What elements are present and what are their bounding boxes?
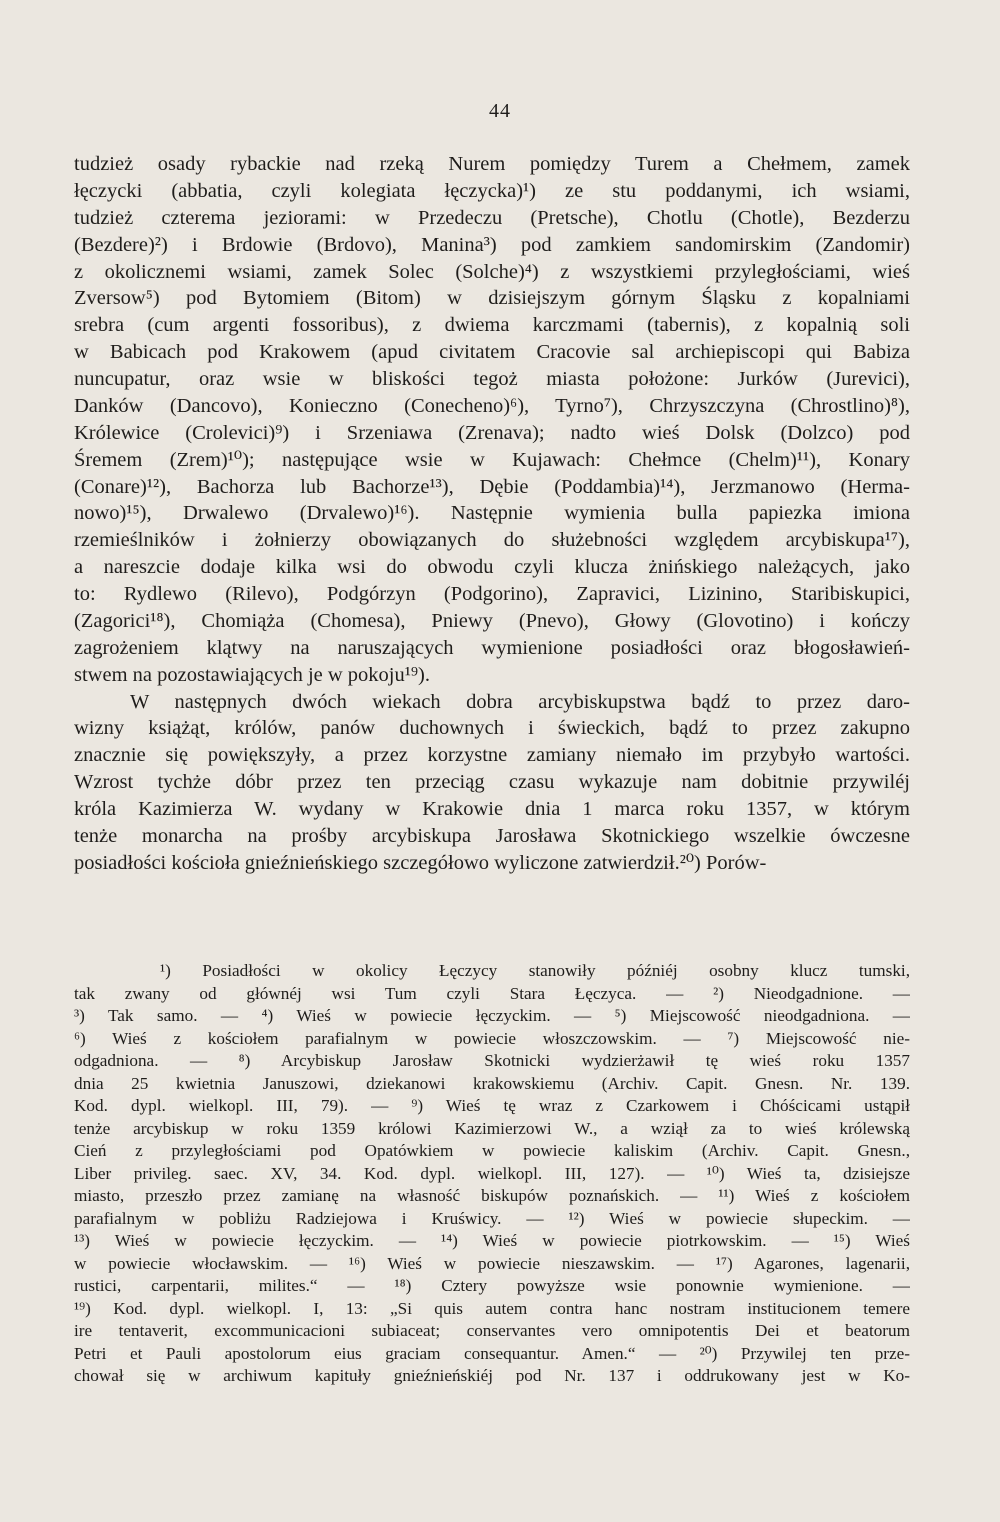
footnote-line: ¹³) Wieś w powiecie łęczyckim. — ¹⁴) Wieś w powiecie piotrkowskim. — ¹⁵) Wieś (74, 1231, 910, 1250)
text-line: Danków (Dancovo), Konieczno (Conecheno)⁶), Tyrno⁷), Chrzyszczyna (Chrostlino)⁸), (74, 394, 910, 417)
text-line: tudzież czterema jeziorami: w Przedeczu (Pretsche), Chotlu (Chotle), Bezderzu (74, 206, 910, 229)
text-line: tenże monarcha na prośby arcybiskupa Jarosława Skotnickiego wszelkie ówczesne (74, 824, 910, 847)
text-line: znacznie się powiększyły, a przez korzystne zamiany niemało im przybyło wartości. (74, 744, 910, 767)
text-line: w Babicach pod Krakowem (apud civitatem Cracovie sal archiepiscopi qui Babiza (74, 341, 910, 364)
footnote-line: ¹⁹) Kod. dypl. wielkopl. I, 13: „Si quis autem contra hanc nostram institucionem temere (74, 1298, 910, 1318)
footnote-line: ³) Tak samo. — ⁴) Wieś w powiecie łęczyckim. — ⁵) Miejscowość nieodgadniona. — (74, 1006, 910, 1025)
text-line: a nareszcie dodaje kilka wsi do obwodu czyli klucza żnińskiego należących, jako (74, 556, 910, 579)
footnote-line: ¹) Posiadłości w okolicy Łęczycy stanowiły późniéj osobny klucz tumski, (160, 961, 910, 980)
text-line: Śremem (Zrem)¹⁰); następujące wsie w Kujawach: Chełmce (Chelm)¹¹), Konary (74, 448, 910, 471)
text-line: króla Kazimierza W. wydany w Krakowie dnia 1 marca roku 1357, w którym (74, 798, 910, 820)
text-line: tudzież osady rybackie nad rzeką Nurem pomiędzy Turem a Chełmem, zamek (74, 153, 910, 175)
text-line: posiadłości kościoła gnieźnieńskiego szczegółowo wyliczone zatwierdził.²⁰) Porów- (74, 851, 767, 874)
footnote-line: dnia 25 kwietnia Januszowi, dziekanowi krakowskiemu (Archiv. Capit. Gnesn. Nr. 139. (74, 1073, 910, 1093)
text-line: Wzrost tychże dóbr przez ten przeciąg czasu wykazuje nam dobitnie przywiléj (74, 771, 910, 794)
footnote-line: tak zwany od głównéj wsi Tum czyli Stara Łęczyca. — ²) Nieodgadnione. — (74, 983, 910, 1003)
main-text (74, 151, 910, 877)
text-line: z okolicznemi wsiami, zamek Solec (Solche)⁴) z wszystkiemi przyległościami, wieś (74, 260, 910, 283)
footnote-line: Liber privileg. saec. XV, 34. Kod. dypl. wielkopl. III, 127). — ¹⁰) Wieś ta, dzisiejsze (74, 1163, 910, 1183)
footnote-line: chował się w archiwum kapituły gnieźnieńskiéj pod Nr. 137 i oddrukowany jest w Ko- (74, 1366, 910, 1385)
text-line: nowo)¹⁵), Drwalewo (Drvalewo)¹⁶). Następnie wymienia bulla papiezka imiona (74, 502, 910, 525)
footnote-line: ⁶) Wieś z kościołem parafialnym w powiecie włoszczowskim. — ⁷) Miejscowość nie- (74, 1028, 910, 1048)
text-line: W następnych dwóch wiekach dobra arcybiskupstwa bądź to przez daro- (130, 690, 910, 713)
footnote-line: tenże arcybiskup w roku 1359 królowi Kazimierzowi W., a wziął za to wieś królewską (74, 1118, 910, 1138)
footnote-line: ire tentaverit, excommunicacioni subiaceat; conservantes vero omnipotentis Dei et beatorum (74, 1321, 910, 1340)
text-line: srebra (cum argenti fossoribus), z dwiema karczmami (tabernis), z kopalnią soli (74, 314, 910, 337)
text-line: (Conare)¹²), Bachorza lub Bachorze¹³), Dębie (Poddambia)¹⁴), Jerzmanowo (Herma- (74, 475, 910, 498)
footnote-line: Petri et Pauli apostolorum eius graciam consequantur. Amen.“ — ²⁰) Przywilej ten prze- (74, 1343, 910, 1363)
footnote-line: parafialnym w pobliżu Radziejowa i Kruświcy. — ¹²) Wieś w powiecie słupeckim. — (74, 1208, 910, 1228)
footnote-line: odgadniona. — ⁸) Arcybiskup Jarosław Skotnicki wydzierżawił tę wieś roku 1357 (74, 1051, 910, 1070)
text-line: to: Rydlewo (Rilevo), Podgórzyn (Podgorino), Zapravici, Lizinino, Staribiskupici, (74, 583, 910, 605)
text-line: wizny książąt, królów, panów duchownych i świeckich, bądź to przez zakupno (74, 717, 910, 740)
text-line: (Bezdere)²) i Brdowie (Brdovo), Manina³) pod zamkiem sandomirskim (Zandomir) (74, 233, 910, 256)
text-line: Królewice (Crolevici)⁹) i Srzeniawa (Zrenava); nadto wieś Dolsk (Dolzco) pod (74, 421, 910, 444)
text-line: stwem na pozostawiających je w pokoju¹⁹). (74, 663, 430, 686)
footnote-line: miasto, przeszło przez zamianę na własność biskupów poznańskich. — ¹¹) Wieś z kościołem (74, 1186, 910, 1205)
text-line: rzemieślników i żołnierzy obowiązanych do służebności względem arcybiskupa¹⁷), (74, 529, 910, 552)
footnote-line: Kod. dypl. wielkopl. III, 79). — ⁹) Wieś tę wraz z Czarkowem i Chóścicami ustąpił (74, 1096, 910, 1115)
text-line: łęczycki (abbatia, czyli kolegiata łęczycka)¹) ze stu poddanymi, ich wsiami, (74, 179, 910, 202)
footnote-line: Cień z przyległościami pod Opatówkiem w powiecie kaliskim (Archiv. Capit. Gnesn., (74, 1141, 910, 1160)
footnote-line: w powiecie włocławskim. — ¹⁶) Wieś w powiecie nieszawskim. — ¹⁷) Agarones, lagenarii, (74, 1253, 910, 1273)
footnote-line: rustici, carpentarii, milites.“ — ¹⁸) Cztery powyższe wsie ponownie wymienione. — (74, 1276, 910, 1295)
text-line: zagrożeniem klątwy na naruszających wymienione posiadłości oraz błogosławień- (74, 636, 910, 659)
text-line: nuncupatur, oraz wsie w bliskości tegoż miasta położone: Jurków (Jurevici), (74, 368, 910, 390)
footnotes (74, 960, 910, 1388)
page-number: 44 (489, 100, 511, 122)
text-line: (Zagorici¹⁸), Chomiąża (Chomesa), Pniewy (Pnevo), Głowy (Glovotino) i kończy (74, 609, 910, 632)
text-line: Zversow⁵) pod Bytomiem (Bitom) w dzisiejszym górnym Śląsku z kopalniami (74, 287, 910, 310)
